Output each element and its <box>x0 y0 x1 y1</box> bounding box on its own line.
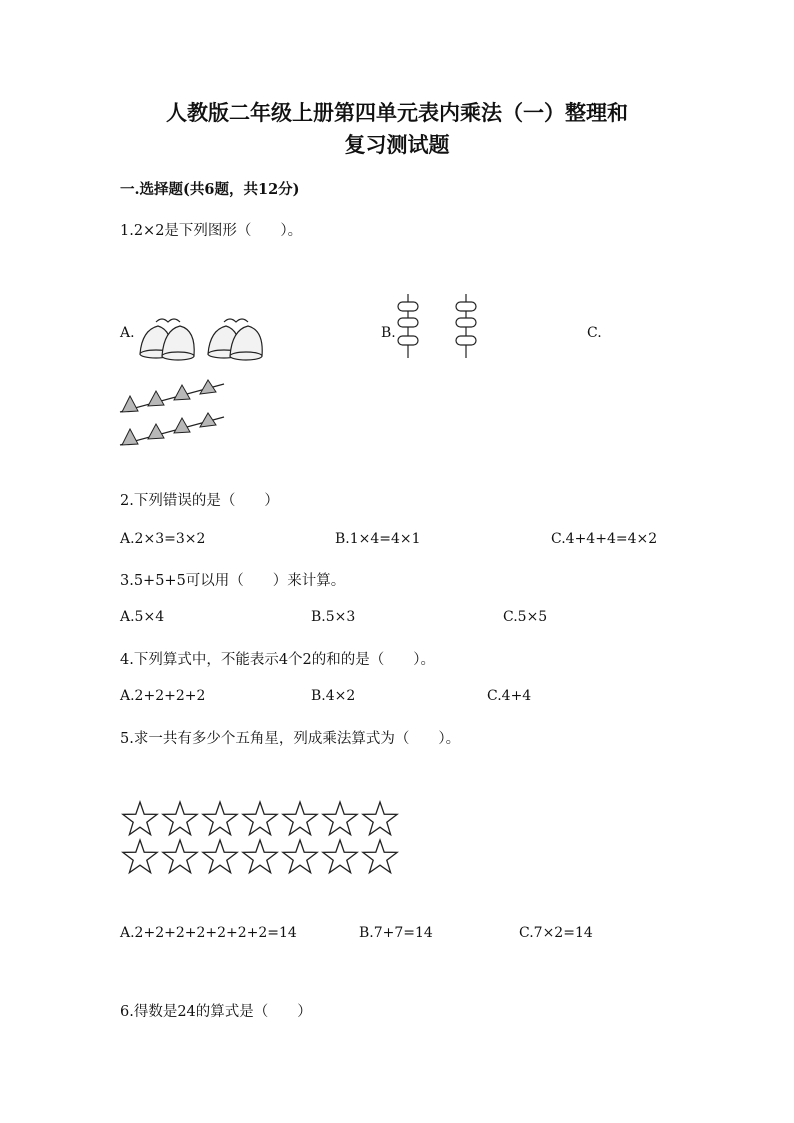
q5-option-b[interactable]: B.7+7=14 <box>359 925 433 941</box>
star-icon <box>283 840 317 873</box>
page-title-line1: 人教版二年级上册第四单元表内乘法（一）整理和 <box>166 100 628 125</box>
triangle-icon <box>174 418 190 433</box>
q4-option-b[interactable]: B.4×2 <box>311 688 356 704</box>
bead-icon <box>398 302 418 311</box>
triangle-icon <box>174 385 190 400</box>
q2-option-b[interactable]: B.1×4=4×1 <box>335 531 421 547</box>
bead-icon <box>456 336 476 345</box>
question-3: 3.5+5+5可以用（ ）来计算。 <box>120 573 346 589</box>
star-icon <box>283 802 317 835</box>
question-2: 2.下列错误的是（ ） <box>120 493 279 509</box>
q3-option-c[interactable]: C.5×5 <box>503 609 548 625</box>
bead-icon <box>456 302 476 311</box>
q1-option-b[interactable]: B. <box>381 325 396 341</box>
q3-option-b[interactable]: B.5×3 <box>311 609 356 625</box>
page-title-line2: 复习测试题 <box>344 132 450 157</box>
q5-option-c[interactable]: C.7×2=14 <box>519 925 593 941</box>
star-icon <box>203 802 237 835</box>
star-icon <box>243 840 277 873</box>
question-4: 4.下列算式中，不能表示4个2的和的是（ ）。 <box>120 652 436 668</box>
bell-icon <box>162 326 194 360</box>
q1-option-a[interactable]: A. <box>120 325 135 341</box>
star-icon <box>323 840 357 873</box>
triangle-icon <box>122 396 138 412</box>
question-6: 6.得数是24的算式是（ ） <box>120 1004 312 1020</box>
star-icon <box>123 840 157 873</box>
star-icon <box>203 840 237 873</box>
triangle-icon <box>148 391 164 406</box>
star-icon <box>243 802 277 835</box>
section-heading: 一.选择题(共6题，共12分) <box>120 181 300 198</box>
question-1: 1.2×2是下列图形（ ）。 <box>120 223 303 239</box>
q1-option-c[interactable]: C. <box>587 325 602 341</box>
triangle-strings-image <box>118 378 228 450</box>
star-icon <box>363 802 397 835</box>
question-5: 5.求一共有多少个五角星，列成乘法算式为（ ）。 <box>120 731 461 747</box>
q4-option-c[interactable]: C.4+4 <box>487 688 532 704</box>
q2-option-c[interactable]: C.4+4+4=4×2 <box>551 531 658 547</box>
q4-option-a[interactable]: A.2+2+2+2 <box>120 688 206 704</box>
star-grid <box>118 800 408 878</box>
bell-pairs-image <box>136 316 272 362</box>
bead-icon <box>398 318 418 327</box>
star-icon <box>163 840 197 873</box>
triangle-icon <box>122 429 138 445</box>
q2-option-a[interactable]: A.2×3=3×2 <box>120 531 206 547</box>
triangle-icon <box>148 424 164 439</box>
star-icon <box>323 802 357 835</box>
star-icon <box>363 840 397 873</box>
q5-option-a[interactable]: A.2+2+2+2+2+2+2=14 <box>120 925 297 941</box>
star-icon <box>123 802 157 835</box>
q3-option-a[interactable]: A.5×4 <box>120 609 165 625</box>
bead-icon <box>456 318 476 327</box>
bead-icon <box>398 336 418 345</box>
bell-icon <box>230 326 262 360</box>
star-icon <box>163 802 197 835</box>
bead-rods-image <box>396 292 480 360</box>
